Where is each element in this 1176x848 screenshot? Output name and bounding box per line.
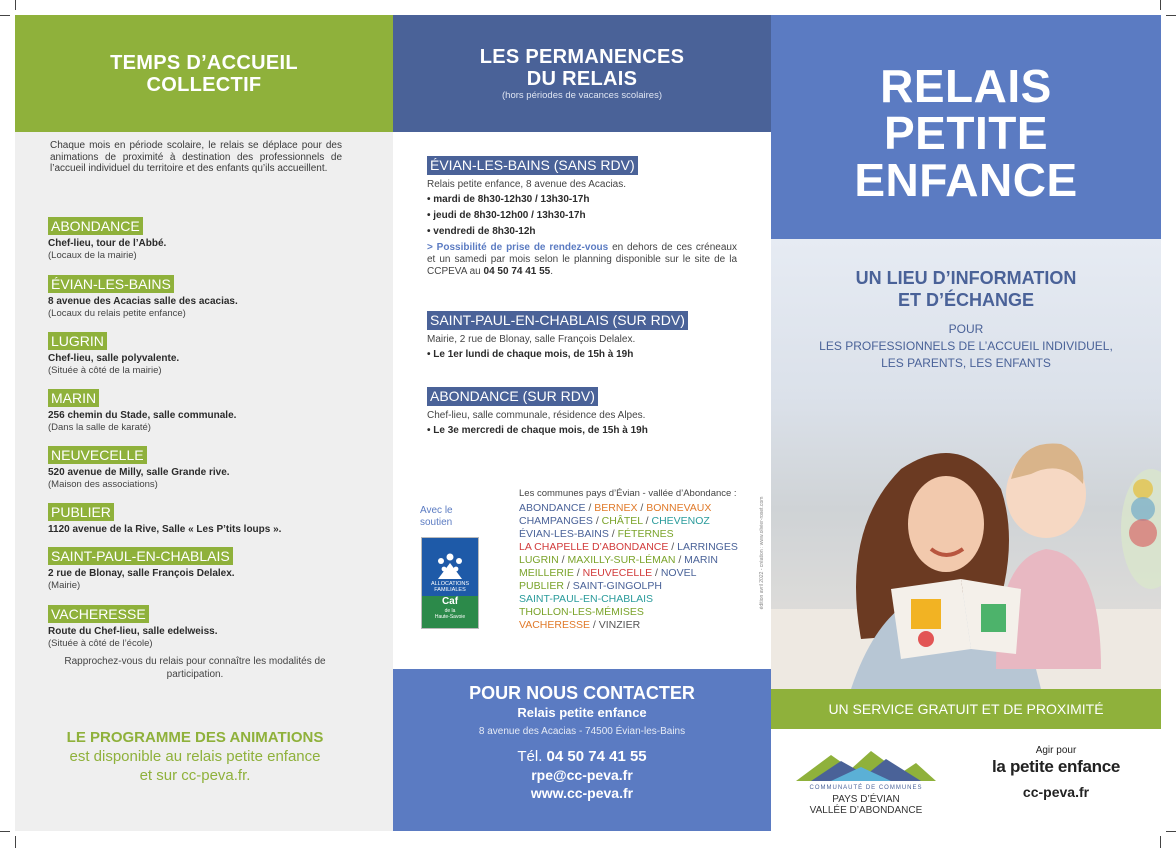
ccpeva-logo-text <box>791 783 941 816</box>
ccpeva-logo <box>791 743 941 818</box>
permanence-stpaul <box>427 311 737 363</box>
crop-mark <box>0 831 10 832</box>
commune-name: VINZIER <box>598 619 641 631</box>
rdv-info <box>427 242 737 278</box>
location-entry <box>48 605 218 650</box>
cover-audience-line2: LES PARENTS, LES ENFANTS <box>881 356 1051 370</box>
commune-name: LA CHAPELLE D’ABONDANCE <box>519 541 669 553</box>
program-line2: est disponible au relais petite enfance <box>69 748 321 765</box>
support-label-line1: Avec le <box>420 505 453 516</box>
location-name-tag: VACHERESSE <box>48 605 149 623</box>
location-entry <box>48 332 179 377</box>
contact-name: Relais petite enfance <box>517 705 647 720</box>
location-note: (Dans la salle de karaté) <box>48 422 151 433</box>
permanence-evian-address: Relais petite enfance, 8 avenue des Acacias. <box>427 179 627 190</box>
communes-row: MEILLERIE / NEUVECELLE / NOVEL <box>519 567 697 579</box>
cover-title-line3: ENFANCE <box>854 154 1078 206</box>
communes-row: ABONDANCE / BERNEX / BONNEVAUX <box>519 502 712 514</box>
location-name-tag: PUBLIER <box>48 503 114 521</box>
commune-name: BERNEX <box>594 502 638 514</box>
cover-title-line2: PETITE <box>883 107 1049 159</box>
rdv-end: . <box>550 266 554 277</box>
location-address: 1120 avenue de la Rive, Salle « Les P’tits loups ». <box>48 524 282 535</box>
commune-name: FÉTERNES <box>617 528 674 540</box>
communes-row: VACHERESSE / VINZIER <box>519 619 641 631</box>
panel1-outro: Rapprochez-vous du relais pour connaître les modalités de participation. <box>64 656 326 680</box>
commune-name: SAINT-GINGOLPH <box>572 580 662 592</box>
cover-header <box>771 15 1161 239</box>
location-entry <box>48 503 281 536</box>
location-note: (Mairie) <box>48 580 81 591</box>
location-note: (Située à côté de l’école) <box>48 638 153 649</box>
crop-mark <box>1166 831 1176 832</box>
cover-title-line1: RELAIS <box>880 60 1052 112</box>
panel1-title-line1: TEMPS D’ACCUEIL <box>110 51 298 74</box>
crop-mark <box>0 15 10 16</box>
rdv-text: en dehors de ces créneaux et un samedi par mois selon le planning disponible sur le site de la CCPEVA au <box>427 242 737 277</box>
location-note: (Locaux de la mairie) <box>48 250 137 261</box>
caf-figures-icon <box>433 551 467 581</box>
cover-photo-area <box>771 239 1161 689</box>
communes-row: ÉVIAN-LES-BAINS / FÉTERNES <box>519 528 674 540</box>
rdv-phone: 04 50 74 41 55 <box>483 266 551 277</box>
support-label-line2: soutien <box>420 517 453 528</box>
permanence-abondance <box>427 387 737 439</box>
panel1-intro: Chaque mois en période scolaire, le relais se déplace pour des animations de proximité à destination des professionnels de l’accueil individuel du territoire et des enfants qu’ils accueillent. <box>50 140 342 174</box>
agir-site[interactable]: cc-peva.fr <box>1022 784 1090 800</box>
cover-heading-line1: UN LIEU D’INFORMATION <box>855 268 1077 288</box>
permanence-abondance-tag: ABONDANCE (SUR RDV) <box>427 387 598 406</box>
commune-name: THOLLON-LES-MÉMISES <box>519 606 644 618</box>
commune-name: CHEVENOZ <box>651 515 710 527</box>
agir-line1: Agir pour <box>1035 745 1077 756</box>
permanence-evian-hours <box>427 192 737 240</box>
hours-item: • jeudi de 8h30-12h00 / 13h30-17h <box>427 208 737 224</box>
location-address: Route du Chef-lieu, salle edelweiss. <box>48 626 218 637</box>
location-name-tag: LUGRIN <box>48 332 107 350</box>
caf-sub1: de la <box>444 608 456 614</box>
caf-sub2: Haute-Savoie <box>434 614 466 620</box>
commune-name: SAINT-PAUL-EN-CHABLAIS <box>519 593 654 605</box>
crop-mark <box>15 0 16 10</box>
commune-name: ÉVIAN-LES-BAINS <box>519 528 609 540</box>
permanence-stpaul-hours <box>427 347 737 363</box>
crop-mark <box>1166 15 1176 16</box>
agir-line2: la petite enfance <box>991 757 1121 776</box>
commune-name: ABONDANCE <box>519 502 586 514</box>
cover-heading-line2: ET D’ÉCHANGE <box>897 290 1034 310</box>
edition-credit <box>752 485 765 625</box>
location-address: 2 rue de Blonay, salle François Delalex. <box>48 568 235 579</box>
caf-logo <box>421 537 479 629</box>
communes-row <box>519 593 749 606</box>
location-entry <box>48 446 230 491</box>
location-address: 520 avenue de Milly, salle Grande rive. <box>48 467 230 478</box>
location-entry <box>48 389 236 434</box>
communes-row: PUBLIER / SAINT-GINGOLPH <box>519 580 662 592</box>
location-note: (Maison des associations) <box>48 479 158 490</box>
support-label <box>420 505 490 529</box>
crop-mark <box>15 836 16 848</box>
location-name-tag: ÉVIAN-LES-BAINS <box>48 275 174 293</box>
service-band: UN SERVICE GRATUIT ET DE PROXIMITÉ <box>771 689 1161 729</box>
permanence-evian-tag: ÉVIAN-LES-BAINS (SANS RDV) <box>427 156 638 175</box>
edition-text: édition avril 2022 - création : www.olivier-roset.com <box>759 496 765 610</box>
permanence-abondance-address: Chef-lieu, salle communale, résidence des Alpes. <box>427 410 646 421</box>
commune-name: LUGRIN <box>519 554 559 566</box>
agir-logo <box>976 745 1136 801</box>
communes-list <box>519 488 749 632</box>
panel2-subtitle: (hors périodes de vacances scolaires) <box>502 89 662 101</box>
hours-item: • vendredi de 8h30-12h <box>427 224 737 240</box>
panel1-title-line2: COLLECTIF <box>146 73 262 96</box>
cover-audience-line1: LES PROFESSIONNELS DE L’ACCUEIL INDIVIDUEL, <box>819 339 1113 353</box>
communes-row: LUGRIN / MAXILLY-SUR-LÉMAN / MARIN <box>519 554 719 566</box>
location-entry <box>48 547 235 592</box>
permanence-stpaul-tag: SAINT-PAUL-EN-CHABLAIS (SUR RDV) <box>427 311 688 330</box>
mountains-icon <box>791 743 941 783</box>
permanence-evian <box>427 156 737 278</box>
ccpeva-logo-small: COMMUNAUTÉ DE COMMUNES <box>809 785 923 791</box>
rdv-highlight: > Possibilité de prise de rendez-vous <box>427 242 609 253</box>
location-name-tag: SAINT-PAUL-EN-CHABLAIS <box>48 547 233 565</box>
contact-address: 8 avenue des Acacias - 74500 Évian-les-Bains <box>478 726 686 737</box>
communes-row <box>519 606 749 619</box>
location-address: 256 chemin du Stade, salle communale. <box>48 410 237 421</box>
caf-logo-bottom <box>422 596 478 628</box>
commune-name: NEUVECELLE <box>582 567 653 579</box>
communes-row: LA CHAPELLE D’ABONDANCE / LARRINGES <box>519 541 738 553</box>
contact-block <box>393 669 771 831</box>
commune-name: VACHERESSE <box>519 619 590 631</box>
ccpeva-logo-line2: VALLÉE D’ABONDANCE <box>809 805 923 816</box>
contact-phone-number[interactable]: 04 50 74 41 55 <box>546 748 647 765</box>
hours-item: • Le 1er lundi de chaque mois, de 15h à 19h <box>427 347 737 363</box>
panel2-header <box>393 15 771 132</box>
location-entry <box>48 217 166 262</box>
permanence-stpaul-address: Mairie, 2 rue de Blonay, salle François Delalex. <box>427 334 636 345</box>
cover-heading <box>771 267 1161 311</box>
program-title: LE PROGRAMME DES ANIMATIONS <box>66 729 324 746</box>
crop-mark <box>1160 836 1161 848</box>
contact-title: POUR NOUS CONTACTER <box>469 683 695 703</box>
cover-pour: POUR <box>948 322 984 336</box>
location-address: Chef-lieu, tour de l’Abbé. <box>48 238 167 249</box>
contact-website[interactable]: www.cc-peva.fr <box>530 785 634 801</box>
location-note: (Située à côté de la mairie) <box>48 365 162 376</box>
commune-name: MARIN <box>684 554 719 566</box>
contact-phone <box>393 748 771 766</box>
caf-top-text: ALLOCATIONS FAMILIALES <box>430 581 470 593</box>
partner-logos <box>771 729 1161 831</box>
caf-name: Caf <box>441 596 459 607</box>
panel1-header <box>15 15 393 132</box>
cover-audience <box>771 321 1161 372</box>
panel2-title-line1: LES PERMANENCES <box>479 45 685 68</box>
communes-header: Les communes pays d’Évian - vallée d’Abondance : <box>519 488 737 499</box>
hours-item: • mardi de 8h30-12h30 / 13h30-17h <box>427 192 737 208</box>
caf-logo-top <box>422 538 478 596</box>
program-notice <box>0 728 390 785</box>
communes-row: CHAMPANGES / CHÂTEL / CHEVENOZ <box>519 515 710 527</box>
commune-name: MAXILLY-SUR-LÉMAN <box>567 554 676 566</box>
location-address: 8 avenue des Acacias salle des acacias. <box>48 296 238 307</box>
location-name-tag: NEUVECELLE <box>48 446 147 464</box>
mother-baby-photo <box>771 409 1161 689</box>
location-note: (Locaux du relais petite enfance) <box>48 308 186 319</box>
commune-name: NOVEL <box>660 567 697 579</box>
location-name-tag: ABONDANCE <box>48 217 143 235</box>
contact-phone-label: Tél. <box>517 748 543 765</box>
location-address: Chef-lieu, salle polyvalente. <box>48 353 180 364</box>
location-name-tag: MARIN <box>48 389 99 407</box>
permanence-abondance-hours <box>427 423 737 439</box>
commune-name: PUBLIER <box>519 580 564 592</box>
commune-name: CHAMPANGES <box>519 515 593 527</box>
hours-item: • Le 3e mercredi de chaque mois, de 15h à 19h <box>427 423 737 439</box>
commune-name: BONNEVAUX <box>646 502 712 514</box>
commune-name: MEILLERIE <box>519 567 574 579</box>
commune-name: CHÂTEL <box>601 515 643 527</box>
commune-name: LARRINGES <box>677 541 738 553</box>
ccpeva-logo-line1: PAYS D’ÉVIAN <box>832 794 900 805</box>
location-entry <box>48 275 238 320</box>
program-line3: et sur cc-peva.fr. <box>139 767 251 784</box>
crop-mark <box>1160 0 1161 10</box>
panel2-title-line2: DU RELAIS <box>526 67 638 90</box>
contact-email[interactable]: rpe@cc-peva.fr <box>531 767 633 783</box>
